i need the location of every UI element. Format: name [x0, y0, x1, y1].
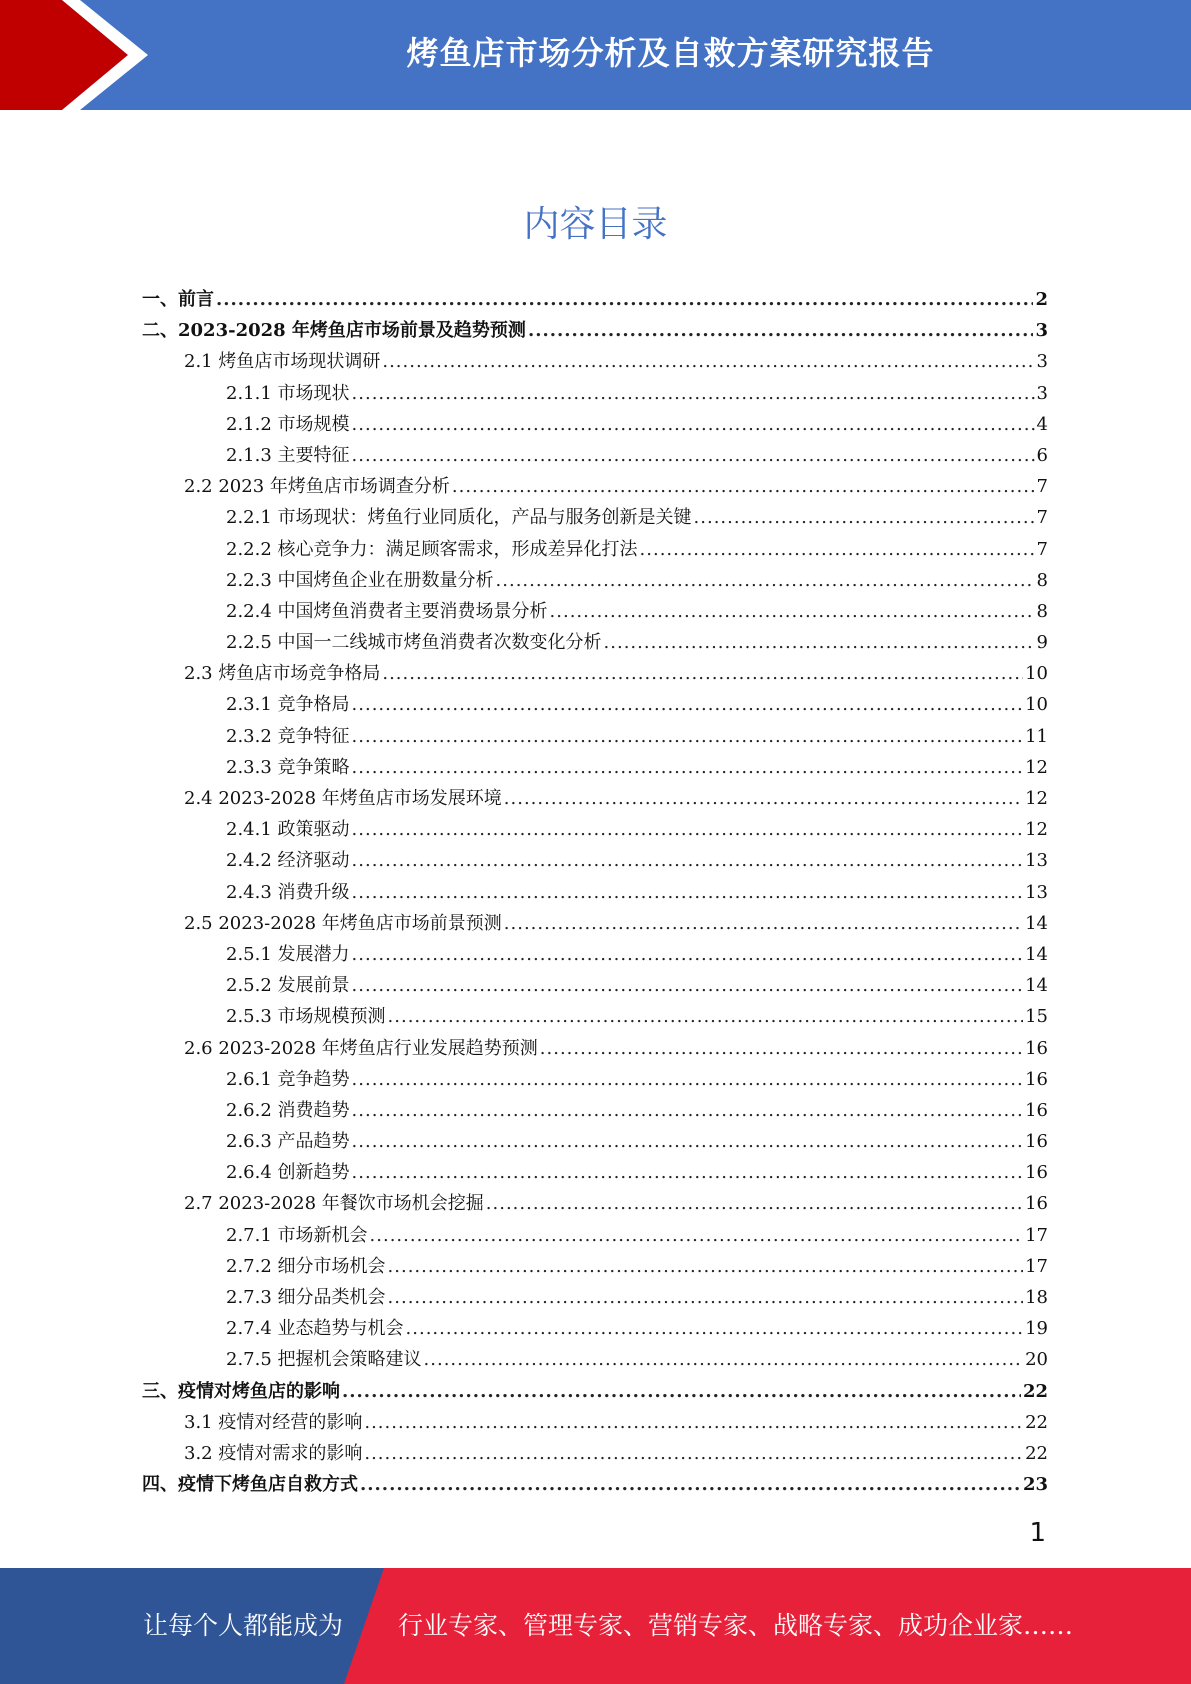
- table-of-contents: [142, 284, 1048, 1500]
- toc-entry-label: 2.6.3 产品趋势: [226, 1131, 350, 1153]
- toc-leader-dots: [496, 565, 1035, 596]
- toc-entry-page: 16: [1025, 1162, 1048, 1184]
- toc-entry-label: 2.2.2 核心竞争力：满足顾客需求，形成差异化打法: [226, 538, 638, 560]
- toc-entry-page: 14: [1025, 943, 1048, 965]
- toc-entry-page: 20: [1025, 1349, 1048, 1371]
- toc-entry[interactable]: [142, 440, 1048, 471]
- toc-entry-page: 23: [1022, 1474, 1048, 1496]
- toc-entry-page: 3: [1035, 320, 1048, 342]
- toc-leader-dots: [388, 1251, 1024, 1282]
- toc-entry-label: 2.6.1 竞争趋势: [226, 1068, 350, 1090]
- toc-entry-label: 2.7.2 细分市场机会: [226, 1255, 386, 1277]
- toc-leader-dots: [694, 502, 1035, 533]
- toc-leader-dots: [352, 440, 1035, 471]
- toc-leader-dots: [370, 1220, 1024, 1251]
- toc-entry-page: 14: [1025, 975, 1048, 997]
- toc-leader-dots: [640, 534, 1035, 565]
- toc-entry[interactable]: [142, 1064, 1048, 1095]
- toc-entry[interactable]: [142, 596, 1048, 627]
- toc-leader-dots: [604, 627, 1035, 658]
- toc-leader-dots: [352, 409, 1035, 440]
- toc-entry-label: 3.1 疫情对经营的影响: [184, 1411, 363, 1433]
- toc-entry[interactable]: [142, 1469, 1048, 1500]
- toc-entry-page: 6: [1036, 444, 1048, 466]
- toc-entry-page: 16: [1025, 1037, 1048, 1059]
- toc-entry-page: 10: [1025, 694, 1048, 716]
- toc-entry-page: 3: [1036, 382, 1048, 404]
- toc-entry-label: 2.1.1 市场现状: [226, 382, 350, 404]
- report-title: 烤鱼店市场分析及自救方案研究报告: [406, 34, 935, 72]
- toc-leader-dots: [352, 814, 1024, 845]
- toc-entry[interactable]: [142, 877, 1048, 908]
- toc-entry-label: 2.4.3 消费升级: [226, 881, 350, 903]
- toc-leader-dots: [352, 877, 1024, 908]
- toc-entry-label: 2.1 烤鱼店市场现状调研: [184, 351, 381, 373]
- toc-entry-page: 13: [1025, 850, 1048, 872]
- toc-leader-dots: [352, 378, 1035, 409]
- toc-entry[interactable]: [142, 1033, 1048, 1064]
- toc-entry-label: 2.7.5 把握机会策略建议: [226, 1349, 422, 1371]
- toc-entry-page: 16: [1025, 1131, 1048, 1153]
- toc-leader-dots: [352, 939, 1024, 970]
- toc-entry[interactable]: [142, 346, 1048, 377]
- toc-entry-label: 2.3.1 竞争格局: [226, 694, 350, 716]
- toc-entry-label: 2.5 2023-2028 年烤鱼店市场前景预测: [184, 912, 502, 934]
- toc-entry-label: 2.3.2 竞争特征: [226, 725, 350, 747]
- toc-entry[interactable]: [142, 1376, 1048, 1407]
- toc-leader-dots: [406, 1313, 1024, 1344]
- toc-entry[interactable]: [142, 970, 1048, 1001]
- toc-entry[interactable]: [142, 1282, 1048, 1313]
- toc-entry-label: 一、前言: [142, 289, 214, 310]
- page-header: [0, 0, 1191, 110]
- toc-entry[interactable]: [142, 721, 1048, 752]
- toc-entry[interactable]: [142, 658, 1048, 689]
- toc-entry[interactable]: [142, 378, 1048, 409]
- toc-entry-label: 2.2 2023 年烤鱼店市场调查分析: [184, 476, 450, 498]
- toc-entry-label: 2.3.3 竞争策略: [226, 756, 350, 778]
- toc-entry-page: 13: [1025, 881, 1048, 903]
- toc-leader-dots: [504, 908, 1023, 939]
- toc-entry-page: 19: [1025, 1318, 1048, 1340]
- toc-leader-dots: [388, 1001, 1024, 1032]
- toc-entry-page: 9: [1036, 632, 1048, 654]
- toc-entry-label: 2.7 2023-2028 年餐饮市场机会挖掘: [184, 1193, 484, 1215]
- toc-leader-dots: [352, 752, 1024, 783]
- toc-entry[interactable]: [142, 908, 1048, 939]
- toc-leader-dots: [216, 284, 1033, 315]
- toc-leader-dots: [364, 1438, 1023, 1469]
- toc-entry-page: 7: [1036, 476, 1048, 498]
- toc-entry[interactable]: [142, 783, 1048, 814]
- toc-leader-dots: [452, 471, 1035, 502]
- toc-entry-label: 2.2.3 中国烤鱼企业在册数量分析: [226, 569, 494, 591]
- toc-entry-label: 2.7.1 市场新机会: [226, 1224, 368, 1246]
- toc-entry[interactable]: [142, 627, 1048, 658]
- toc-leader-dots: [352, 845, 1024, 876]
- toc-entry-label: 2.1.2 市场规模: [226, 413, 350, 435]
- toc-entry-page: 8: [1036, 569, 1048, 591]
- toc-entry-label: 2.5.3 市场规模预测: [226, 1006, 386, 1028]
- toc-entry-page: 14: [1025, 912, 1048, 934]
- toc-entry-label: 2.2.4 中国烤鱼消费者主要消费场景分析: [226, 600, 548, 622]
- toc-entry-label: 2.3 烤鱼店市场竞争格局: [184, 663, 381, 685]
- toc-leader-dots: [504, 783, 1023, 814]
- toc-entry[interactable]: [142, 939, 1048, 970]
- toc-entry-label: 2.6.2 消费趋势: [226, 1099, 350, 1121]
- toc-entry-page: 16: [1025, 1068, 1048, 1090]
- toc-leader-dots: [352, 1064, 1024, 1095]
- toc-entry[interactable]: [142, 1126, 1048, 1157]
- toc-entry-page: 22: [1022, 1380, 1048, 1402]
- toc-entry-page: 16: [1025, 1193, 1048, 1215]
- toc-entry-label: 2.5.1 发展潜力: [226, 943, 350, 965]
- toc-entry-label: 二、2023-2028 年烤鱼店市场前景及趋势预测: [142, 320, 526, 342]
- toc-entry-label: 2.4 2023-2028 年烤鱼店市场发展环境: [184, 788, 502, 809]
- toc-entry-label: 2.5.2 发展前景: [226, 975, 350, 997]
- toc-entry-label: 2.7.3 细分品类机会: [226, 1287, 386, 1308]
- toc-leader-dots: [352, 1126, 1024, 1157]
- toc-leader-dots: [486, 1188, 1023, 1219]
- page-footer: [0, 1568, 1191, 1684]
- toc-leader-dots: [550, 596, 1035, 627]
- toc-leader-dots: [342, 1376, 1021, 1407]
- toc-entry-label: 3.2 疫情对需求的影响: [184, 1442, 363, 1464]
- toc-leader-dots: [360, 1469, 1021, 1500]
- toc-entry[interactable]: [142, 1188, 1048, 1219]
- toc-entry[interactable]: [142, 814, 1048, 845]
- page-number: 1: [1029, 1518, 1046, 1548]
- toc-entry[interactable]: [142, 845, 1048, 876]
- toc-entry-label: 2.7.4 业态趋势与机会: [226, 1318, 404, 1340]
- toc-entry[interactable]: [142, 1001, 1048, 1032]
- toc-entry-page: 7: [1036, 538, 1048, 560]
- toc-entry[interactable]: [142, 409, 1048, 440]
- footer-slogan-right: 行业专家、管理专家、营销专家、战略专家、成功企业家……: [398, 1611, 1074, 1640]
- toc-entry[interactable]: [142, 1220, 1048, 1251]
- toc-leader-dots: [352, 721, 1024, 752]
- toc-leader-dots: [382, 346, 1034, 377]
- toc-entry[interactable]: [142, 502, 1048, 533]
- toc-entry[interactable]: [142, 689, 1048, 720]
- toc-entry-label: 2.6 2023-2028 年烤鱼店行业发展趋势预测: [184, 1037, 538, 1059]
- toc-entry[interactable]: [142, 1251, 1048, 1282]
- toc-leader-dots: [352, 689, 1024, 720]
- toc-entry-page: 12: [1025, 756, 1048, 778]
- toc-entry[interactable]: [142, 534, 1048, 565]
- toc-entry-page: 10: [1025, 663, 1048, 685]
- toc-leader-dots: [382, 658, 1023, 689]
- toc-entry[interactable]: [142, 565, 1048, 596]
- toc-entry-page: 3: [1036, 351, 1048, 373]
- toc-entry[interactable]: [142, 752, 1048, 783]
- toc-leader-dots: [352, 970, 1024, 1001]
- toc-entry-page: 12: [1025, 819, 1048, 841]
- toc-entry[interactable]: [142, 284, 1048, 315]
- toc-leader-dots: [364, 1407, 1023, 1438]
- toc-leader-dots: [540, 1033, 1023, 1064]
- toc-entry-page: 2: [1035, 289, 1048, 310]
- toc-entry[interactable]: [142, 1344, 1048, 1375]
- toc-entry-label: 2.2.5 中国一二线城市烤鱼消费者次数变化分析: [226, 632, 602, 654]
- toc-entry[interactable]: [142, 1407, 1048, 1438]
- toc-title: 内容目录: [523, 204, 668, 245]
- toc-entry[interactable]: [142, 315, 1048, 346]
- toc-entry-label: 2.1.3 主要特征: [226, 444, 350, 466]
- toc-entry-label: 2.2.1 市场现状：烤鱼行业同质化，产品与服务创新是关键: [226, 507, 692, 529]
- toc-leader-dots: [424, 1344, 1024, 1375]
- toc-entry-page: 4: [1036, 413, 1048, 435]
- toc-entry-page: 18: [1025, 1287, 1048, 1308]
- toc-entry[interactable]: [142, 471, 1048, 502]
- toc-entry-label: 2.6.4 创新趋势: [226, 1162, 350, 1184]
- toc-entry-label: 三、疫情对烤鱼店的影响: [142, 1380, 340, 1402]
- toc-leader-dots: [352, 1095, 1024, 1126]
- toc-entry[interactable]: [142, 1095, 1048, 1126]
- toc-entry-page: 11: [1025, 725, 1048, 747]
- toc-leader-dots: [352, 1157, 1024, 1188]
- toc-entry-page: 8: [1036, 600, 1048, 622]
- toc-entry-page: 22: [1025, 1442, 1048, 1464]
- footer-slogan-left: 让每个人都能成为: [143, 1611, 344, 1640]
- toc-entry-label: 四、疫情下烤鱼店自救方式: [142, 1474, 358, 1496]
- toc-entry[interactable]: [142, 1313, 1048, 1344]
- toc-entry-page: 15: [1025, 1006, 1048, 1028]
- toc-entry-page: 7: [1036, 507, 1048, 529]
- toc-entry-page: 12: [1025, 788, 1048, 809]
- toc-entry-page: 17: [1025, 1255, 1048, 1277]
- toc-leader-dots: [528, 315, 1034, 346]
- toc-leader-dots: [388, 1282, 1024, 1313]
- toc-entry-page: 22: [1025, 1411, 1048, 1433]
- toc-entry-page: 17: [1025, 1224, 1048, 1246]
- toc-entry-label: 2.4.2 经济驱动: [226, 850, 350, 872]
- toc-entry-page: 16: [1025, 1099, 1048, 1121]
- toc-entry[interactable]: [142, 1438, 1048, 1469]
- toc-entry[interactable]: [142, 1157, 1048, 1188]
- toc-entry-label: 2.4.1 政策驱动: [226, 819, 350, 841]
